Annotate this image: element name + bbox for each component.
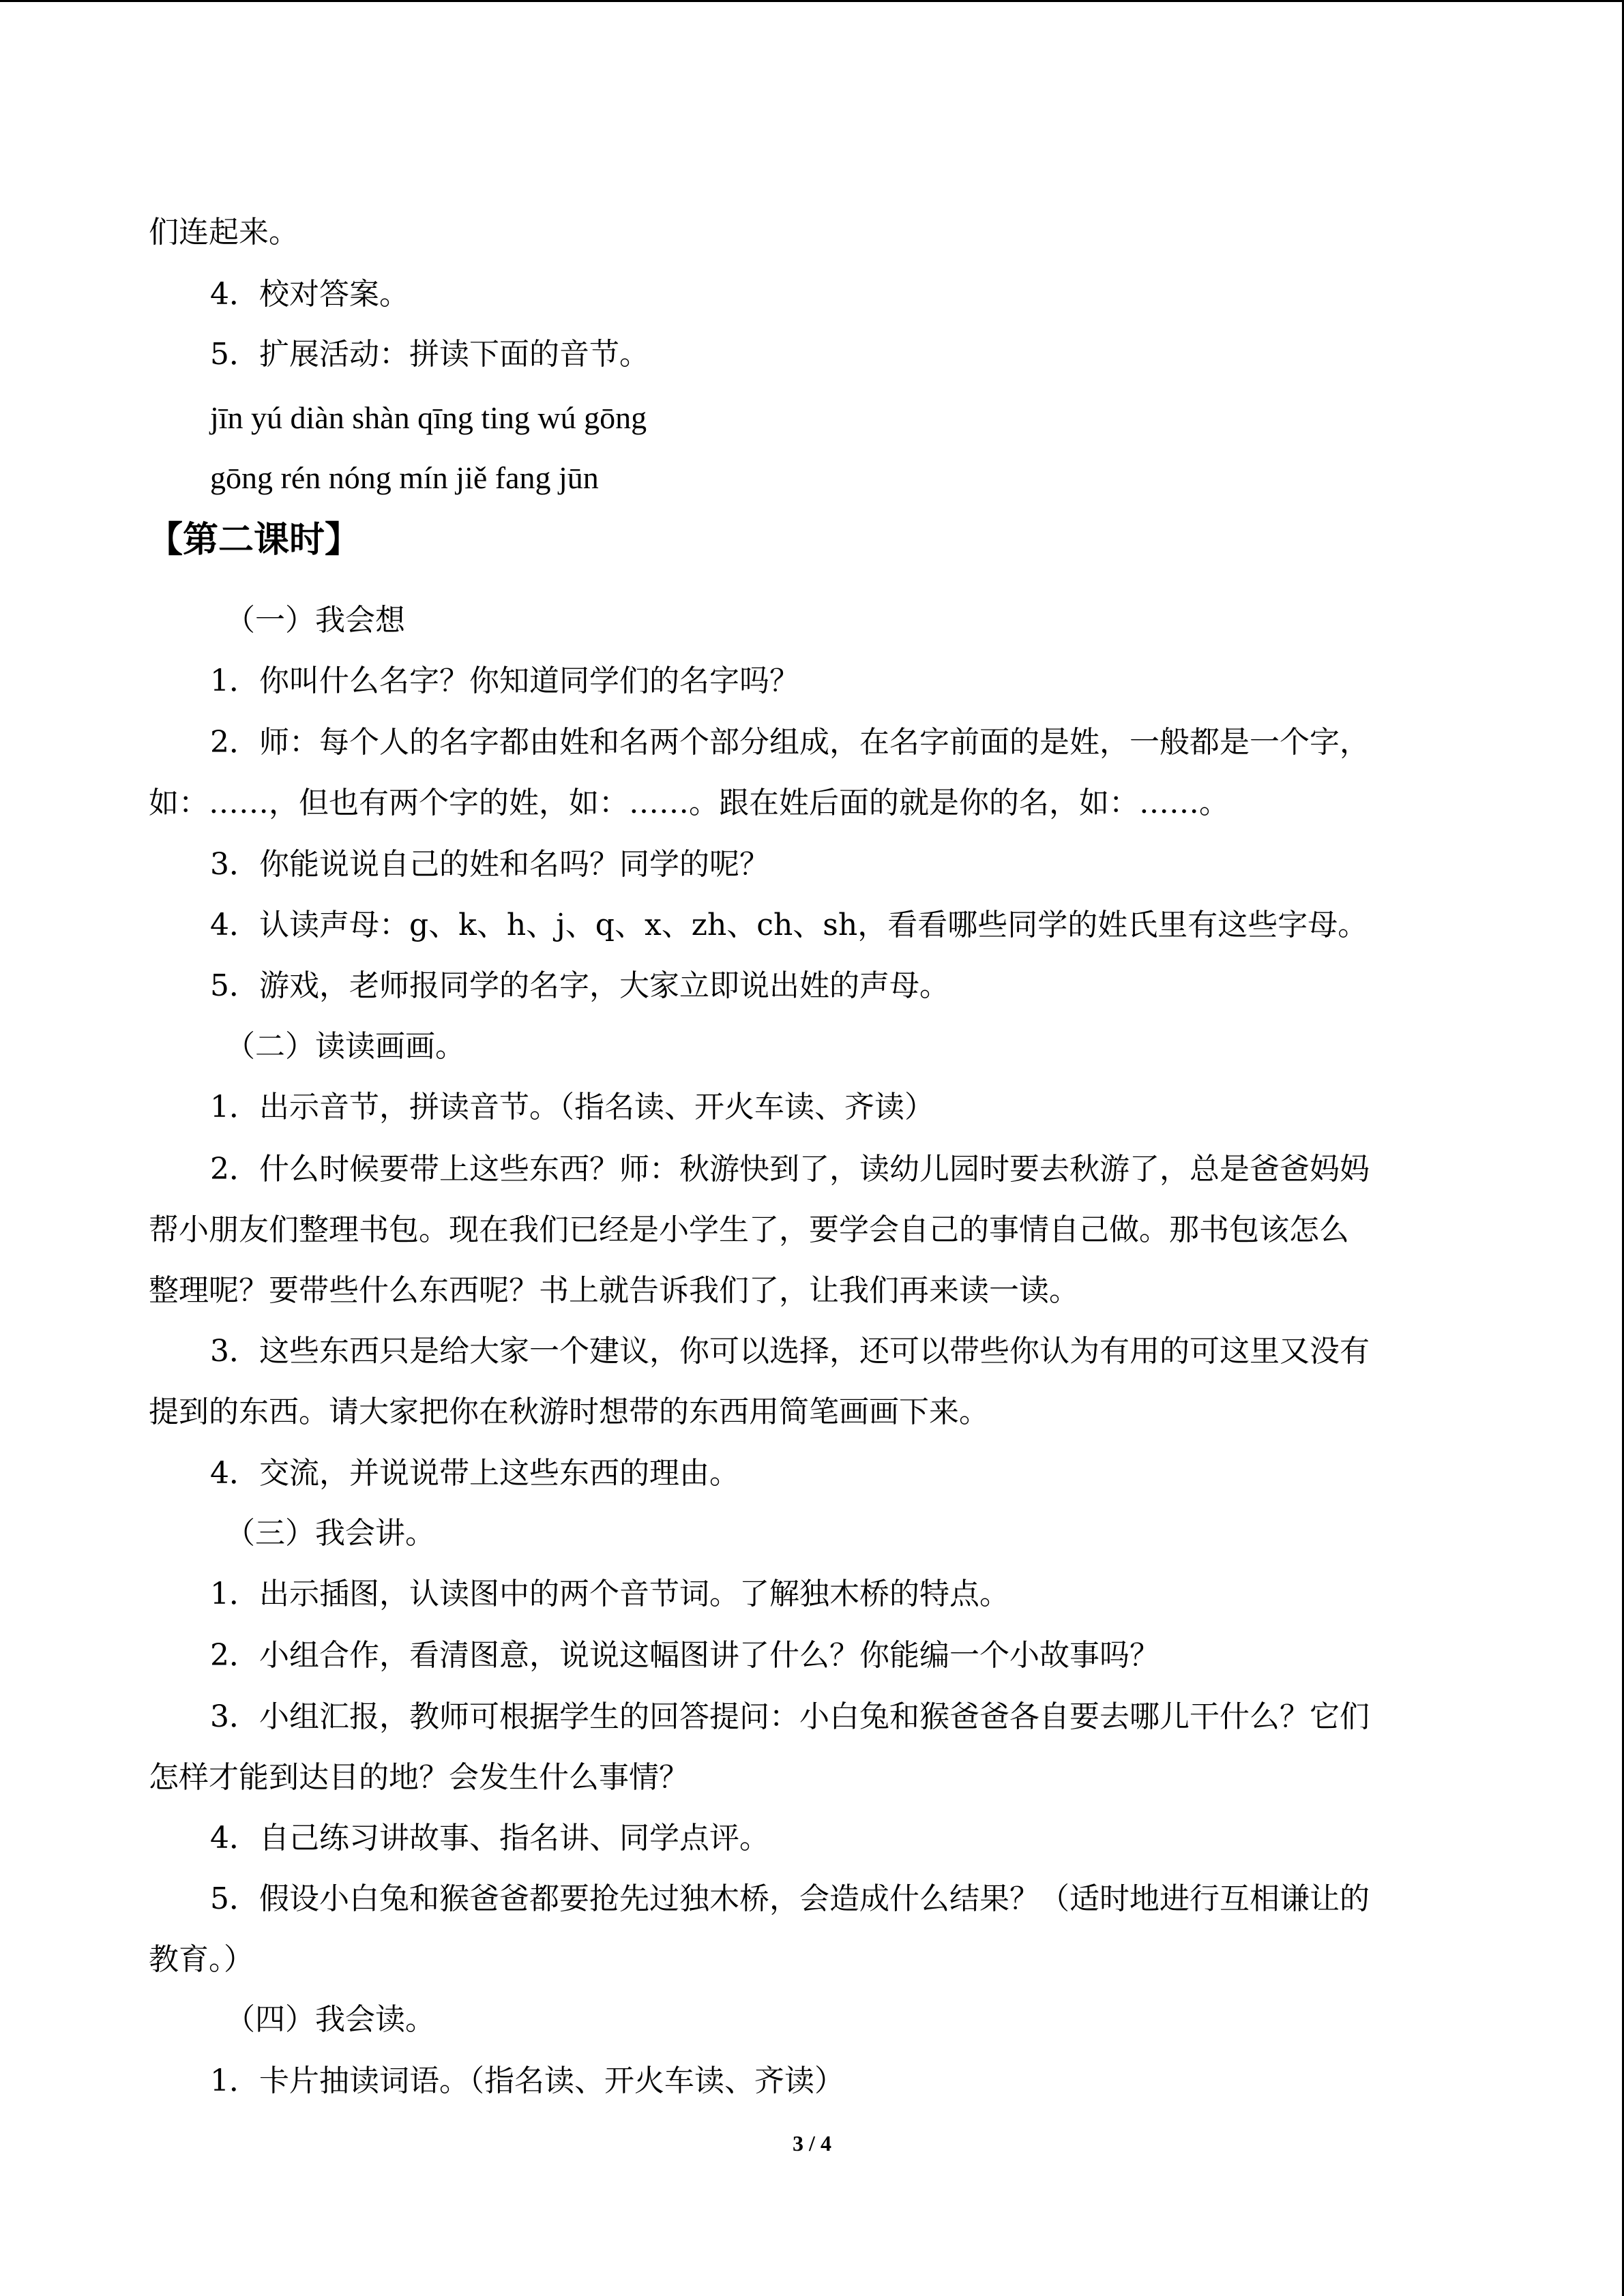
subsection-heading: （三）我会讲。 [225,1516,435,1551]
text-line: 4．交流，并说说带上这些东西的理由。 [210,1456,739,1491]
text-line: 3．小组汇报，教师可根据学生的回答提问：小白兔和猴爸爸各自要去哪儿干什么？它们 [210,1699,1370,1734]
section-heading: 【第二课时】 [147,520,361,561]
text-line: 1．卡片抽读词语。（指名读、开火车读、齐读） [210,2063,844,2098]
text-line: 2．什么时候要带上这些东西？师：秋游快到了，读幼儿园时要去秋游了，总是爸爸妈妈 [210,1152,1370,1187]
text-line: 整理呢？要带些什么东西呢？书上就告诉我们了，让我们再来读一读。 [149,1273,1079,1308]
subsection-heading: （一）我会想 [225,603,405,638]
page-number: 3 / 4 [793,2131,831,2156]
text-line: 怎样才能到达目的地？会发生什么事情？ [149,1760,689,1795]
pinyin-line: gōng rén nóng mín jiě fang jūn [210,460,599,495]
subsection-heading: （四）我会读。 [225,2002,435,2037]
text-line: 们连起来。 [149,215,299,250]
text-line: 帮小朋友们整理书包。现在我们已经是小学生了，要学会自己的事情自己做。那书包该怎么 [149,1212,1349,1247]
text-line: 提到的东西。请大家把你在秋游时想带的东西用简笔画画下来。 [149,1395,989,1429]
text-line: 教育。） [149,1942,254,1977]
text-line: 5．游戏，老师报同学的名字，大家立即说出姓的声母。 [210,968,949,1003]
text-line: 3．这些东西只是给大家一个建议，你可以选择，还可以带些你认为有用的可这里又没有 [210,1334,1370,1369]
pinyin-line: jīn yú diàn shàn qīng ting wú gōng [210,400,647,435]
text-line: 2．师：每个人的名字都由姓和名两个部分组成，在名字前面的是姓，一般都是一个字， [210,725,1370,760]
text-line: 如：……，但也有两个字的姓，如：……。跟在姓后面的就是你的名，如：……。 [149,786,1229,820]
subsection-heading: （二）读读画画。 [225,1029,465,1064]
text-line: 5．假设小白兔和猴爸爸都要抢先过独木桥，会造成什么结果？（适时地进行互相谦让的 [210,1881,1370,1916]
text-line: 2．小组合作，看清图意，说说这幅图讲了什么？你能编一个小故事吗？ [210,1638,1160,1673]
page-border-top [0,0,1624,2]
text-line: 3．你能说说自己的姓和名吗？同学的呢？ [210,847,769,882]
text-line: 1．你叫什么名字？你知道同学们的名字吗？ [210,664,799,698]
text-line: 5．扩展活动：拼读下面的音节。 [210,337,649,372]
text-line: 1．出示插图，认读图中的两个音节词。了解独木桥的特点。 [210,1577,1009,1611]
text-line: 4．认读声母：g、k、h、j、q、x、zh、ch、sh，看看哪些同学的姓氏里有这些字母。 [210,908,1368,942]
text-line: 1．出示音节，拼读音节。（指名读、开火车读、齐读） [210,1090,934,1124]
text-line: 4．校对答案。 [210,277,409,312]
text-line: 4．自己练习讲故事、指名讲、同学点评。 [210,1821,769,1855]
